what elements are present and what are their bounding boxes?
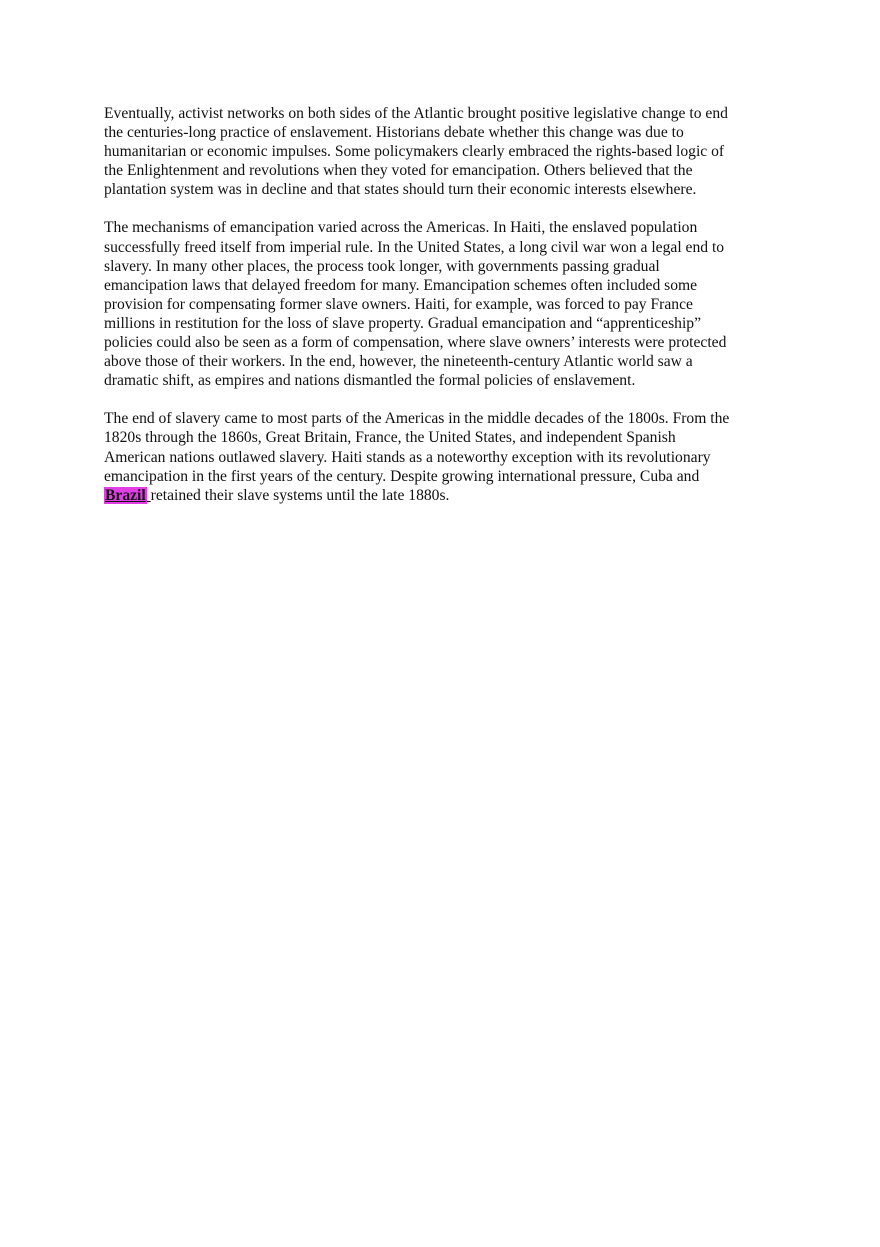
text-line: American nations outlawed slavery. Haiti stands as a noteworthy exception with its revolutionary bbox=[104, 448, 711, 466]
paragraph-3 bbox=[104, 409, 776, 504]
text-line: plantation system was in decline and that states should turn their economic interests elsewhere. bbox=[104, 181, 697, 199]
text-line: millions in restitution for the loss of slave property. Gradual emancipation and “apprenticeship” bbox=[104, 314, 702, 332]
highlighted-word[interactable]: Brazil bbox=[105, 486, 146, 504]
text-line: above those of their workers. In the end, however, the nineteenth-century Atlantic world saw a bbox=[104, 353, 693, 371]
text-line: humanitarian or economic impulses. Some policymakers clearly embraced the rights-based logic of bbox=[104, 143, 725, 161]
text-line-rest: retained their slave systems until the late 1880s. bbox=[150, 486, 450, 504]
paragraph-2 bbox=[104, 218, 776, 390]
text-line: slavery. In many other places, the process took longer, with governments passing gradual bbox=[104, 257, 660, 275]
text-line: provision for compensating former slave owners. Haiti, for example, was forced to pay France bbox=[104, 295, 693, 313]
text-line: the Enlightenment and revolutions when they voted for emancipation. Others believed that the bbox=[104, 162, 693, 180]
text-line: emancipation in the first years of the century. Despite growing international pressure, Cuba and bbox=[104, 467, 700, 485]
paragraph-1 bbox=[104, 104, 776, 199]
text-line: the centuries-long practice of enslavement. Historians debate whether this change was due to bbox=[104, 124, 684, 142]
text-line: The end of slavery came to most parts of the Americas in the middle decades of the 1800s. From the bbox=[104, 410, 730, 428]
text-line: dramatic shift, as empires and nations dismantled the formal policies of enslavement. bbox=[104, 372, 636, 390]
document-body bbox=[104, 104, 776, 524]
text-line: emancipation laws that delayed freedom for many. Emancipation schemes often included some bbox=[104, 276, 698, 294]
text-line: successfully freed itself from imperial rule. In the United States, a long civil war won a legal end to bbox=[104, 238, 725, 256]
text-line: Eventually, activist networks on both sides of the Atlantic brought positive legislative change to end bbox=[104, 105, 728, 122]
text-line: The mechanisms of emancipation varied across the Americas. In Haiti, the enslaved population bbox=[104, 219, 698, 237]
text-line-last bbox=[104, 486, 776, 505]
text-line: policies could also be seen as a form of compensation, where slave owners’ interests were protected bbox=[104, 334, 727, 352]
text-line: 1820s through the 1860s, Great Britain, France, the United States, and independent Spanish bbox=[104, 429, 676, 447]
